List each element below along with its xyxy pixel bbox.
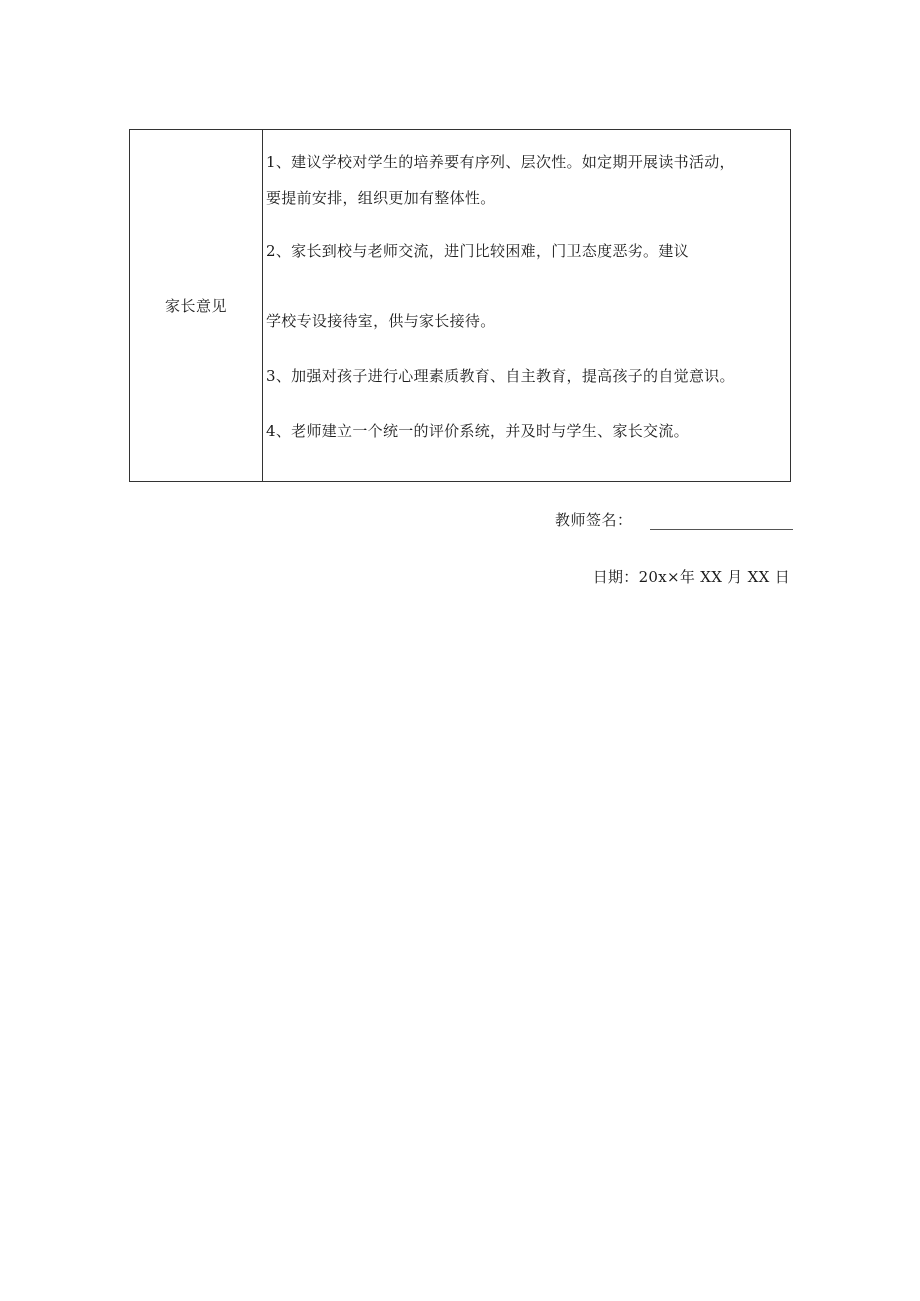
opinion-line-5: 3、加强对孩子进行心理素质教育、自主教育，提高孩子的自觉意识。 bbox=[266, 367, 735, 385]
label-cell bbox=[130, 130, 263, 481]
opinion-content-cell bbox=[263, 130, 790, 481]
opinion-line-4: 学校专设接待室，供与家长接待。 bbox=[266, 312, 496, 330]
opinion-line-3: 2、家长到校与老师交流，进门比较困难，门卫态度恶劣。建议 bbox=[266, 242, 689, 260]
opinion-line-6: 4、老师建立一个统一的评价系统，并及时与学生、家长交流。 bbox=[266, 422, 689, 440]
signature-blank-line[interactable] bbox=[650, 512, 793, 530]
opinion-line-2: 要提前安排，组织更加有整体性。 bbox=[266, 189, 496, 207]
opinion-line-1: 1、建议学校对学生的培养要有序列、层次性。如定期开展读书活动， bbox=[266, 153, 735, 171]
teacher-signature-label: 教师签名： bbox=[555, 511, 633, 529]
parent-opinion-table bbox=[129, 129, 791, 482]
parent-opinion-label: 家长意见 bbox=[164, 297, 227, 315]
teacher-signature-row bbox=[555, 508, 793, 530]
date-text: 日期：20x×年 XX 月 XX 日 bbox=[592, 568, 790, 586]
